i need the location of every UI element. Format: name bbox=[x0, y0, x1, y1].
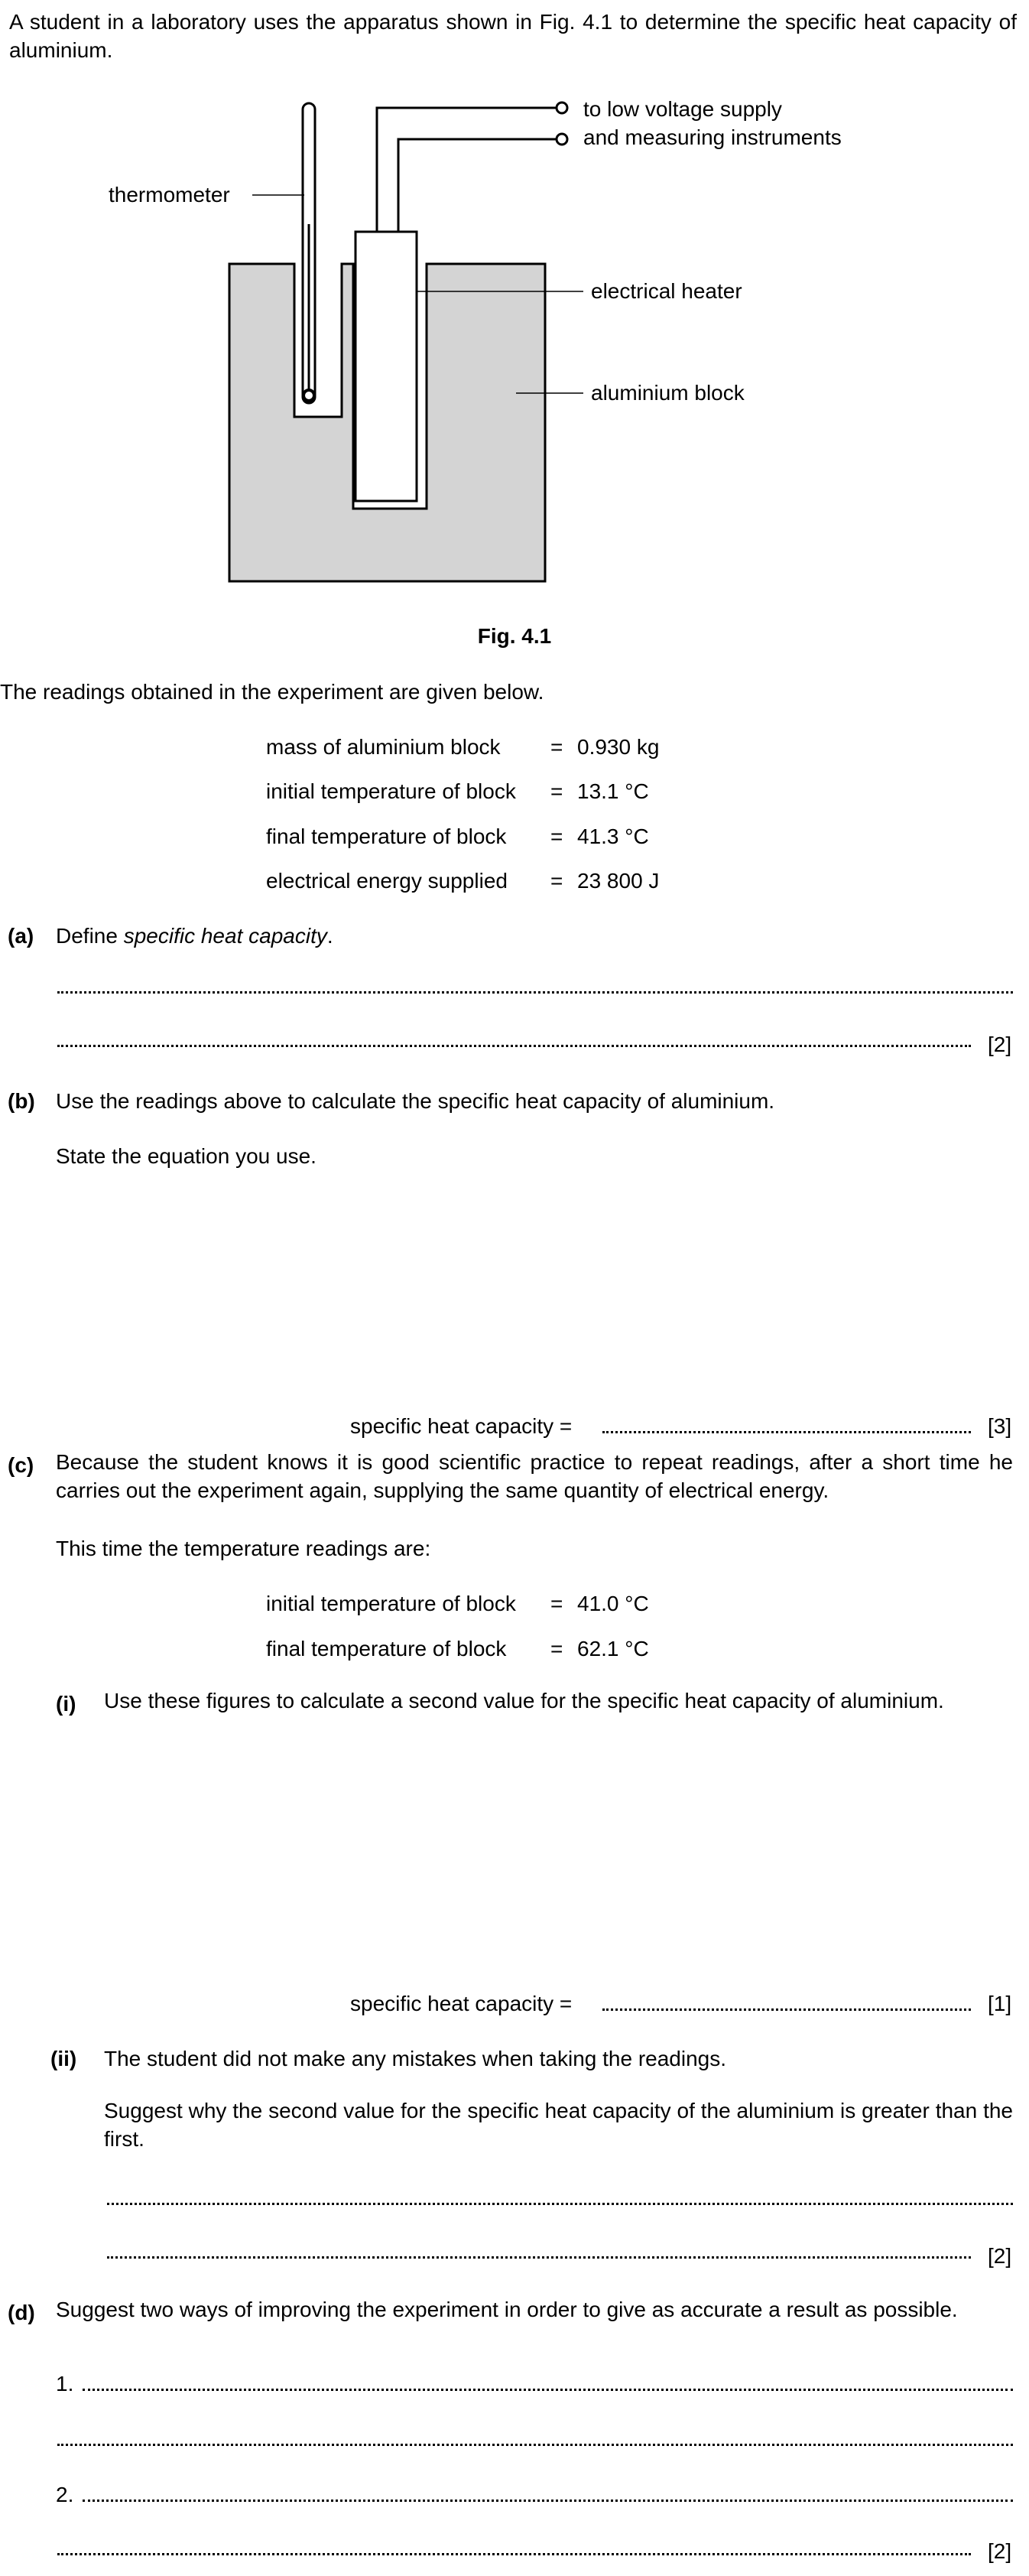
item-2-label: 2. bbox=[56, 2483, 74, 2506]
label-thermometer: thermometer bbox=[109, 183, 230, 207]
answer-line-ci[interactable] bbox=[602, 2008, 971, 2011]
answer-label-b: specific heat capacity = bbox=[350, 1414, 573, 1438]
figure-caption: Fig. 4.1 bbox=[477, 624, 552, 648]
answer-line-d1b[interactable] bbox=[57, 2444, 1013, 2446]
terminal-lower bbox=[557, 134, 567, 145]
part-ci-text: Use these figures to calculate a second value for the specific heat capacity of aluminium. bbox=[104, 1689, 944, 1712]
reading-equals: = bbox=[550, 735, 563, 759]
reading-value: 23 800 J bbox=[577, 869, 660, 893]
intro-text: A student in a laboratory uses the apparatus shown in Fig. 4.1 to determine the specific heat capacity of aluminium. bbox=[9, 10, 1017, 62]
part-cii-question: Suggest why the second value for the specific heat capacity of the aluminium is greater than the first. bbox=[104, 2099, 1013, 2151]
reading-equals: = bbox=[550, 1592, 563, 1615]
part-b-instruction: State the equation you use. bbox=[56, 1144, 316, 1168]
reading-equals: = bbox=[550, 779, 563, 803]
label-heater: electrical heater bbox=[591, 279, 742, 303]
answer-line-cii-1[interactable] bbox=[107, 2203, 1013, 2205]
mark-b: [3] bbox=[988, 1414, 1012, 1438]
answer-line-b[interactable] bbox=[602, 1431, 971, 1433]
reading-name: final temperature of block bbox=[266, 1637, 507, 1660]
answer-line-d2b[interactable] bbox=[57, 2553, 971, 2555]
thermometer-bulb bbox=[304, 390, 314, 401]
reading-name: final temperature of block bbox=[266, 825, 507, 848]
reading-value: 62.1 °C bbox=[577, 1637, 649, 1660]
mark-d: [2] bbox=[988, 2539, 1012, 2563]
answer-line-a1[interactable] bbox=[57, 991, 1013, 994]
part-d-label: (d) bbox=[8, 2301, 35, 2324]
part-c-intro: This time the temperature readings are: bbox=[56, 1537, 431, 1560]
heater-wire-lower bbox=[398, 139, 557, 232]
mark-cii: [2] bbox=[988, 2244, 1012, 2268]
part-a-question: Define specific heat capacity. bbox=[56, 924, 333, 948]
readings-intro: The readings obtained in the experiment are given below. bbox=[0, 680, 544, 704]
reading-equals: = bbox=[550, 1637, 563, 1660]
reading-equals: = bbox=[550, 825, 563, 848]
reading-name: initial temperature of block bbox=[266, 779, 516, 803]
reading-value: 41.0 °C bbox=[577, 1592, 649, 1615]
label-supply-1: to low voltage supply bbox=[583, 97, 782, 121]
reading-name: mass of aluminium block bbox=[266, 735, 501, 759]
part-d-text: Suggest two ways of improving the experiment in order to give as accurate a result as possible. bbox=[56, 2298, 958, 2321]
part-ci-label: (i) bbox=[56, 1692, 76, 1716]
part-a-label: (a) bbox=[8, 924, 34, 948]
part-b-label: (b) bbox=[8, 1089, 35, 1113]
mark-ci: [1] bbox=[988, 1992, 1012, 2015]
answer-line-d2a[interactable] bbox=[83, 2500, 1013, 2502]
apparatus-diagram bbox=[0, 0, 1029, 612]
part-cii-text: The student did not make any mistakes when taking the readings. bbox=[104, 2047, 727, 2070]
part-c-text: Because the student knows it is good scientific practice to repeat readings, after a short time he carries out the experiment again, supplying the same quantity of electrical energy. bbox=[56, 1450, 1013, 1502]
answer-line-cii-2[interactable] bbox=[107, 2256, 971, 2259]
reading-value: 0.930 kg bbox=[577, 735, 660, 759]
mark-a: [2] bbox=[988, 1033, 1012, 1056]
reading-value: 13.1 °C bbox=[577, 779, 649, 803]
item-1-label: 1. bbox=[56, 2372, 74, 2395]
heater-body bbox=[355, 232, 417, 501]
terminal-upper bbox=[557, 102, 567, 113]
reading-name: electrical energy supplied bbox=[266, 869, 508, 893]
part-c-label: (c) bbox=[8, 1453, 34, 1477]
answer-line-a2[interactable] bbox=[57, 1045, 971, 1047]
part-b-question: Use the readings above to calculate the specific heat capacity of aluminium. bbox=[56, 1089, 775, 1113]
answer-line-d1a[interactable] bbox=[83, 2389, 1013, 2391]
label-supply-2: and measuring instruments bbox=[583, 125, 842, 149]
reading-value: 41.3 °C bbox=[577, 825, 649, 848]
part-cii-label: (ii) bbox=[50, 2047, 77, 2070]
heater-wire-upper bbox=[377, 108, 557, 232]
answer-label-ci: specific heat capacity = bbox=[350, 1992, 573, 2015]
reading-equals: = bbox=[550, 869, 563, 893]
reading-name: initial temperature of block bbox=[266, 1592, 516, 1615]
label-block: aluminium block bbox=[591, 381, 745, 405]
